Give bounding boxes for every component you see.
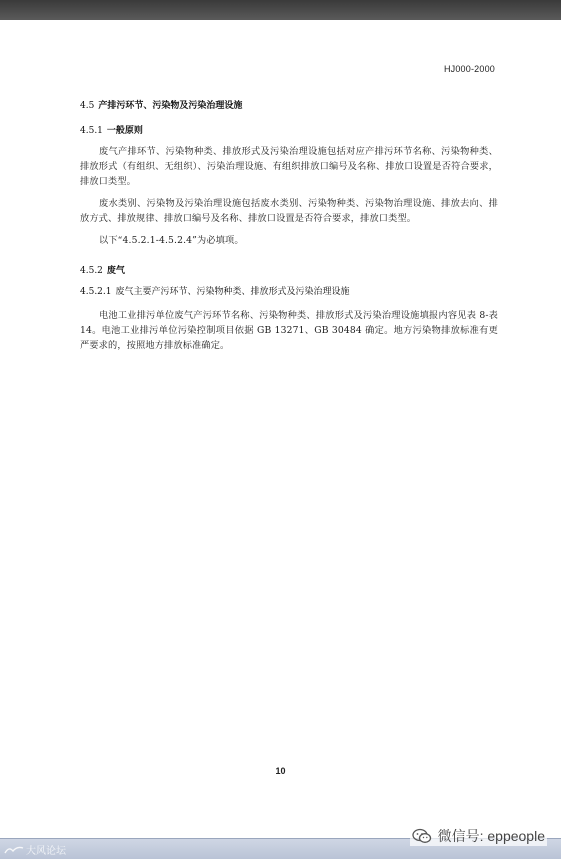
section-title: 废气主要产污环节、污染物种类、排放形式及污染治理设施 xyxy=(115,287,350,297)
section-number: 4.5 xyxy=(80,101,95,111)
forum-watermark xyxy=(4,842,66,857)
forum-watermark-text: 大风论坛 xyxy=(26,846,66,857)
section-title: 产排污环节、污染物及污染治理设施 xyxy=(98,101,243,111)
document-page xyxy=(0,20,561,838)
wechat-watermark xyxy=(410,826,547,846)
paragraph: 废气产排环节、污染物种类、排放形式及污染治理设施包括对应产排污环节名称、污染物种类、排放形式（有组织、无组织）、污染治理设施、有组织排放口编号及名称、排放口设置是否符合要求，排放口类型。 xyxy=(80,146,498,187)
standard-code: HJ000-2000 xyxy=(443,64,495,74)
viewer-top-bar xyxy=(0,0,561,20)
section-number: 4.5.2 xyxy=(80,266,103,276)
section-title: 废气 xyxy=(106,266,125,276)
forum-logo-icon xyxy=(4,845,24,855)
page-number: 10 xyxy=(275,766,286,776)
section-number: 4.5.2.1 xyxy=(80,287,112,297)
section-heading-4-5 xyxy=(80,98,242,111)
section-heading-4-5-2-1 xyxy=(80,284,350,297)
section-heading-4-5-1 xyxy=(80,123,143,136)
paragraph: 电池工业排污单位废气产污环节名称、污染物种类、排放形式及污染治理设施填报内容见表 8-表 14。电池工业排污单位污染控制项目依据 GB 13271、GB 30484 确定。地方污染物排放标准有更严要求的，按照地方排放标准确定。 xyxy=(80,310,498,351)
section-number: 4.5.1 xyxy=(80,126,103,136)
section-title: 一般原则 xyxy=(106,126,143,136)
paragraph: 以下“4.5.2.1-4.5.2.4”为必填项。 xyxy=(99,235,244,246)
wechat-icon xyxy=(412,828,432,844)
section-heading-4-5-2 xyxy=(80,263,125,276)
wechat-id-text: 微信号: eppeople xyxy=(437,828,545,844)
paragraph: 废水类别、污染物及污染治理设施包括废水类别、污染物种类、污染物治理设施、排放去向、排放方式、排放规律、排放口编号及名称、排放口设置是否符合要求，排放口类型。 xyxy=(80,198,498,224)
